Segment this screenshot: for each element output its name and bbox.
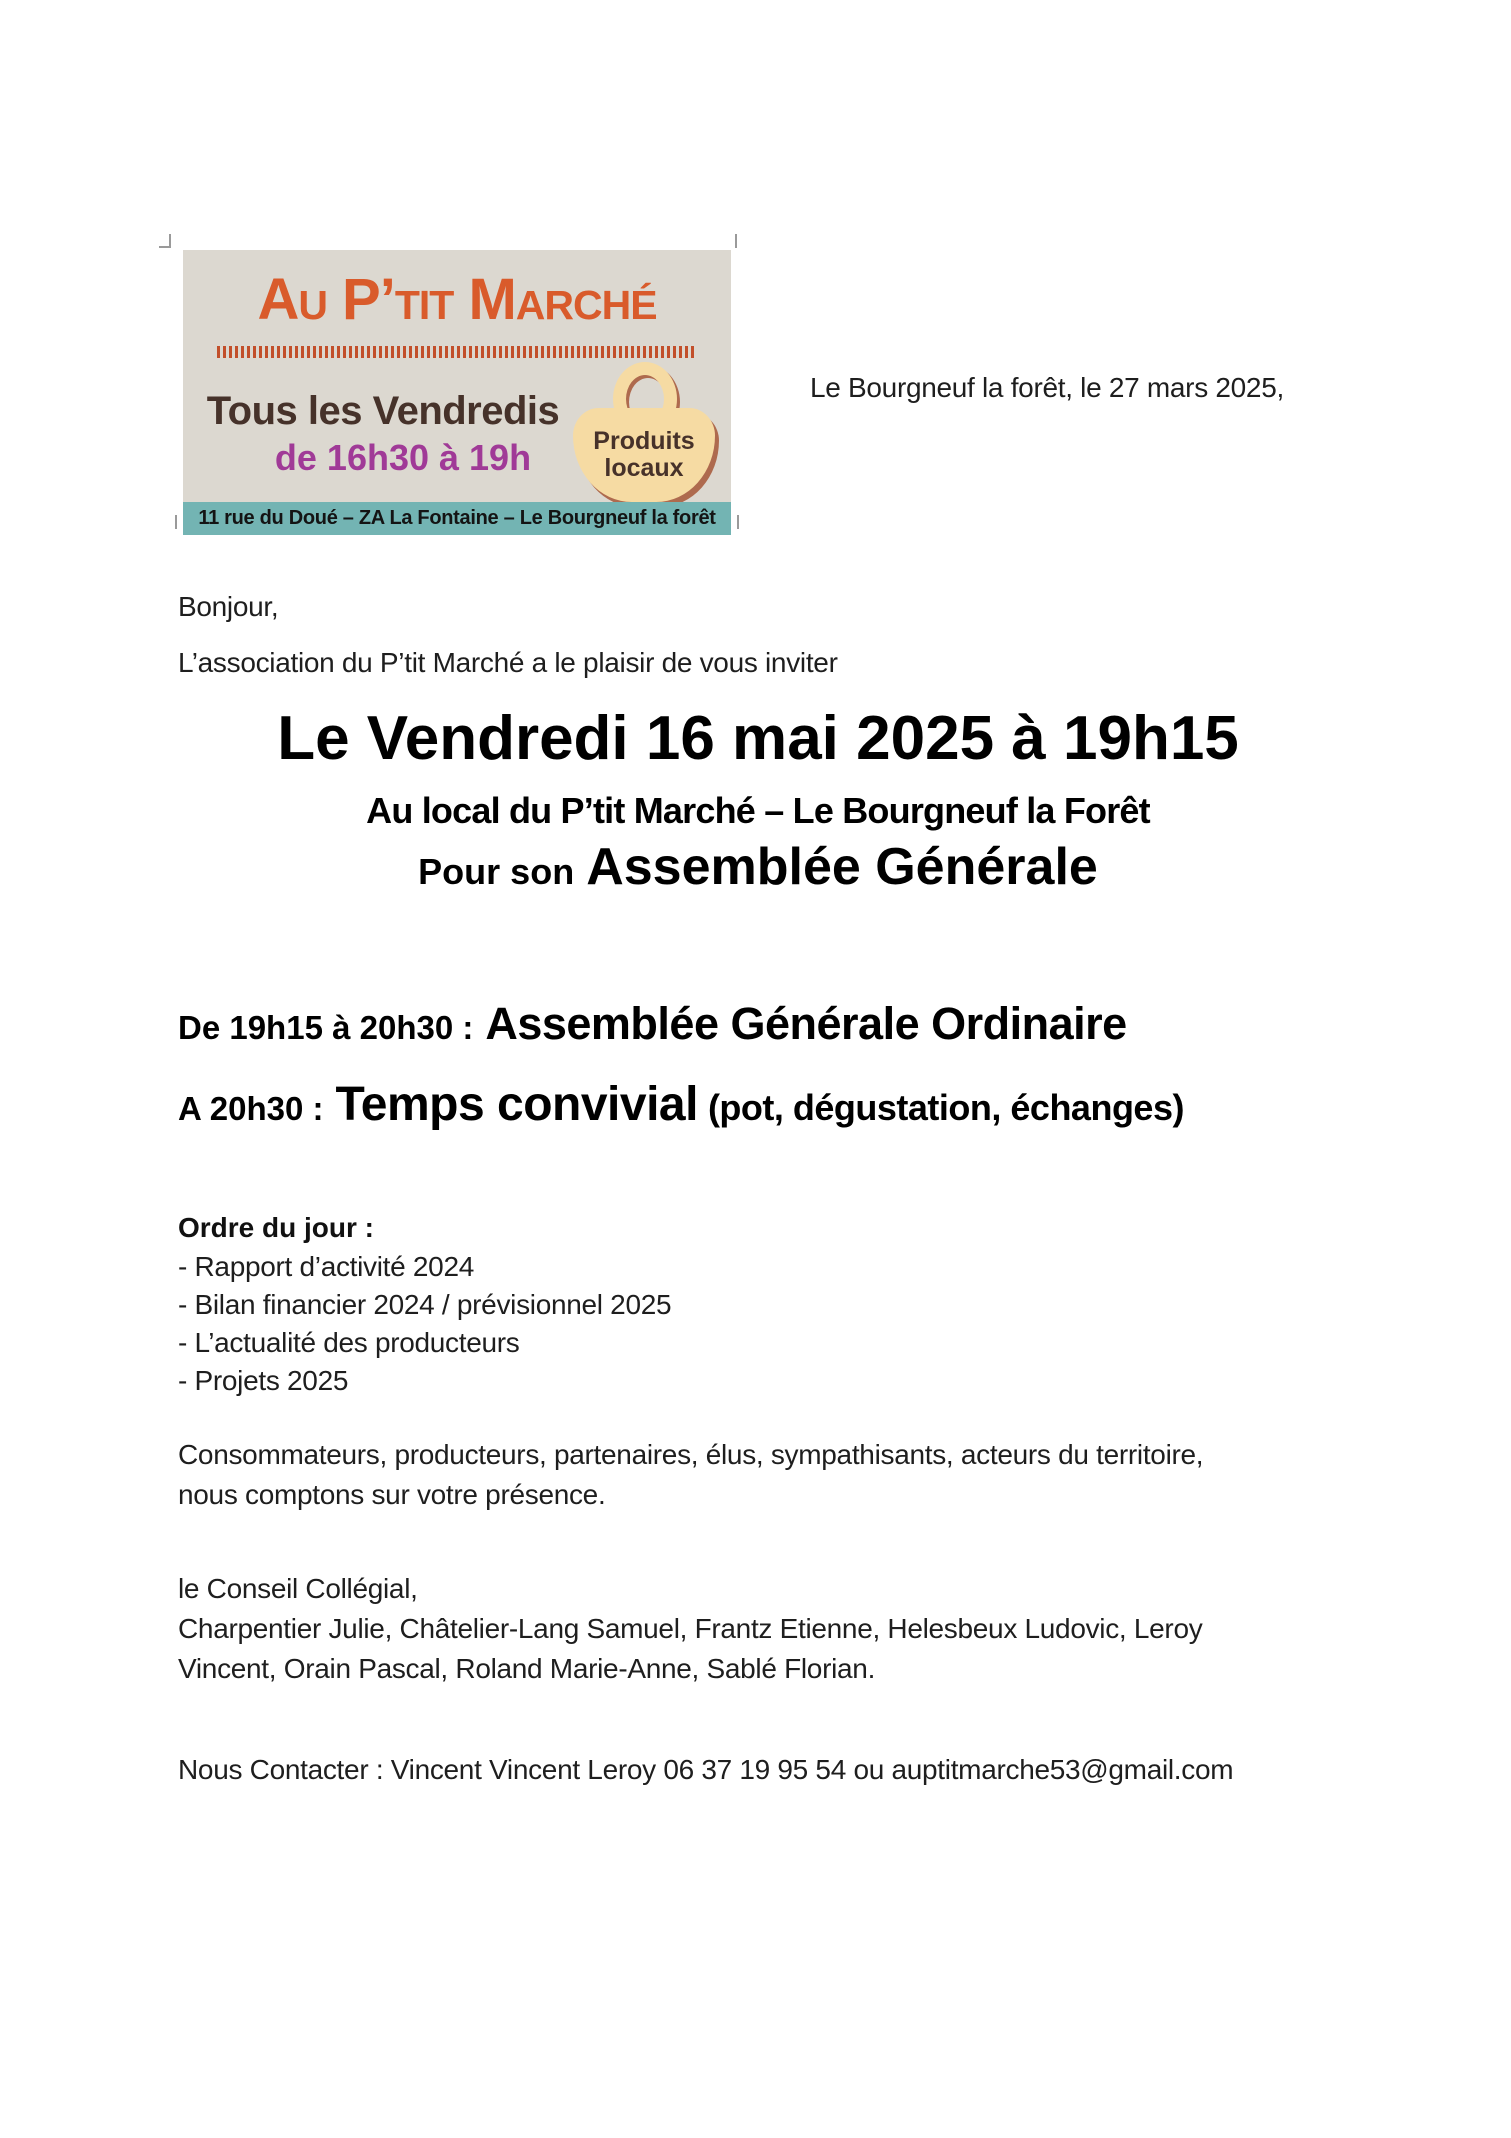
logo-schedule-hours: de 16h30 à 19h [274,437,532,478]
appeal-line: Consommateurs, producteurs, partenaires, élus, sympathisants, acteurs du territoire, [178,1439,1204,1470]
schedule-time: A 20h30 : [178,1090,324,1127]
logo-dotted-rule [217,346,697,358]
agenda-item: - L’actualité des producteurs [178,1327,520,1358]
logo-au-ptit-marche [183,250,731,535]
appeal-line: nous comptons sur votre présence. [178,1479,606,1510]
agenda [178,1208,671,1400]
signature-names: Charpentier Julie, Châtelier-Lang Samuel, Frantz Etienne, Helesbeux Ludovic, Leroy [178,1613,1203,1644]
agenda-title: Ordre du jour : [178,1212,374,1243]
event-title: Le Vendredi 16 mai 2025 à 19h15 [277,704,1239,773]
logo-schedule-days: Tous les Vendredis [206,389,560,433]
event-purpose-prefix: Pour son [418,851,575,892]
signature-block [178,1569,1202,1689]
agenda-item: - Rapport d’activité 2024 [178,1251,475,1282]
logo-title: Au P’tit Marché [257,267,657,332]
agenda-item: - Bilan financier 2024 / prévisionnel 2025 [178,1289,672,1320]
schedule-line-convivial [178,1076,1184,1145]
basket-badge-label: Produits locaux [593,427,695,482]
intro-line: L’association du P’tit Marché a le plaisir de vous inviter [178,647,838,678]
dateline: Le Bourgneuf la forêt, le 27 mars 2025, [810,372,1284,403]
crop-mark [175,515,177,529]
event-location: Au local du P’tit Marché – Le Bourgneuf la Forêt [366,790,1150,831]
event-purpose-main: Assemblée Générale [586,838,1098,896]
appeal-paragraph [178,1435,1203,1515]
contact-line: Nous Contacter : Vincent Vincent Leroy 06 37 19 95 54 ou auptitmarche53@gmail.com [178,1754,1234,1785]
schedule-time: De 19h15 à 20h30 : [178,1009,474,1046]
crop-mark [169,234,185,248]
basket-bowl [573,408,715,502]
schedule-event: Assemblée Générale Ordinaire [485,998,1127,1049]
crop-mark [735,234,737,248]
event-purpose [88,836,1428,903]
schedule-event: Temps convivial [335,1078,698,1131]
signature-names: Vincent, Orain Pascal, Roland Marie-Anne, Sablé Florian. [178,1653,876,1684]
logo-address-band: 11 rue du Doué – ZA La Fontaine – Le Bourgneuf la forêt [183,502,731,535]
logo-schedule [183,386,583,480]
event-block [88,700,1428,903]
schedule-note: (pot, dégustation, échanges) [707,1087,1184,1128]
agenda-item: - Projets 2025 [178,1365,349,1396]
signature-title: le Conseil Collégial, [178,1573,418,1604]
schedule-line-ago [178,996,1127,1063]
basket-icon [569,362,721,502]
crop-mark [737,515,739,529]
greeting: Bonjour, [178,591,279,622]
